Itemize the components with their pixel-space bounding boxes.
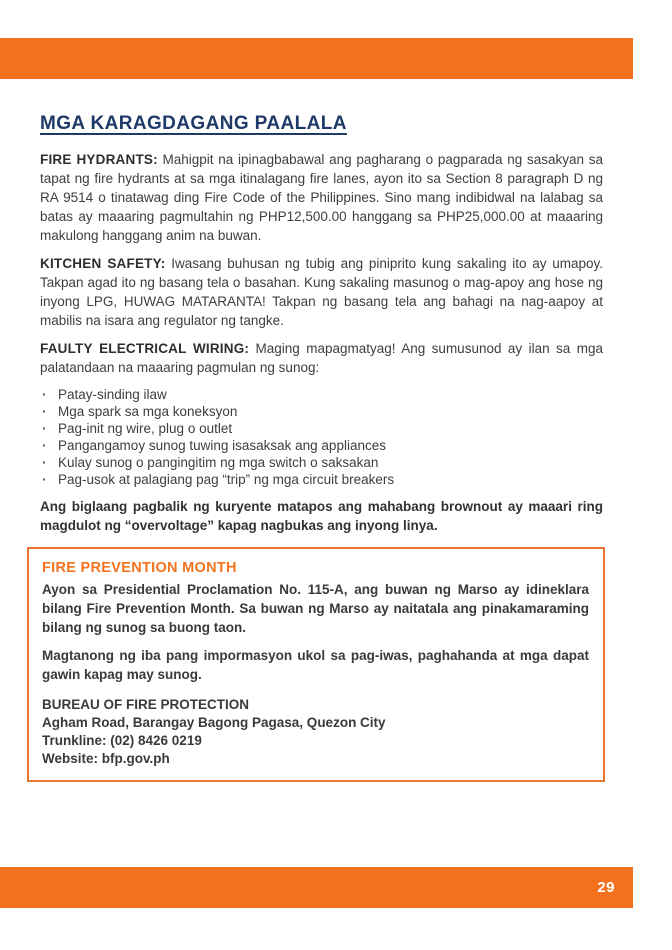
warning-signs-list xyxy=(40,386,603,488)
box-paragraph: Ayon sa Presidential Proclamation No. 115-A, ang buwan ng Marso ay idineklara bilang Fire Prevention Month. Sa buwan ng Marso ay naitatala ang pinakamaraming bilang ng sunog sa buong taon. xyxy=(42,582,589,635)
box-heading: FIRE PREVENTION MONTH xyxy=(42,560,237,576)
box-paragraph: Magtanong ng iba pang impormasyon ukol sa pag-iwas, paghahanda at mga dapat gawin kapag may sunog. xyxy=(42,648,589,682)
section-body: Iwasang buhusan ng tubig ang piniprito kung sakaling ito ay umapoy. Takpan agad ito ng basang tela o basahan. Kung sakaling masunog o mag-apoy ang hose ng inyong LPG, HUWAG MATARANTA! Takpan ng basang tela ang bahagi na nag-aapoy at mabilis na isara ang regulator ng tangke. xyxy=(40,256,603,328)
contact-org-name: BUREAU OF FIRE PROTECTION xyxy=(42,697,250,712)
top-orange-band xyxy=(0,38,633,79)
section-lead: FIRE HYDRANTS: xyxy=(40,152,158,167)
list-item: · Kulay sunog o pangingitim ng mga switch o saksakan xyxy=(40,454,603,471)
bottom-orange-band xyxy=(0,867,633,908)
page-title: MGA KARAGDAGANG PAALALA xyxy=(40,113,347,134)
list-item: · Pangangamoy sunog tuwing isasaksak ang appliances xyxy=(40,437,603,454)
section-fire-hydrants xyxy=(40,150,603,245)
section-lead: KITCHEN SAFETY: xyxy=(40,256,166,271)
fire-prevention-month-box xyxy=(27,547,605,782)
contact-block xyxy=(42,696,589,768)
section-body: Maging mapagmatyag! Ang sumusunod ay ilan sa mga palatandaan na maaaring pagmulan ng sunog: xyxy=(40,341,603,375)
contact-trunkline: Trunkline: (02) 8426 0219 xyxy=(42,733,202,748)
section-kitchen-safety xyxy=(40,254,603,330)
page-number: 29 xyxy=(597,879,615,896)
brownout-note: Ang biglaang pagbalik ng kuryente matapos ang mahabang brownout ay maaari ring magdulot ng “overvoltage” kapag nagbukas ang inyong linya. xyxy=(40,499,603,533)
page-content xyxy=(40,112,603,782)
list-item: · Mga spark sa mga koneksyon xyxy=(40,403,603,420)
list-item: · Pag-usok at palagiang pag “trip” ng mga circuit breakers xyxy=(40,471,603,488)
section-faulty-electrical-wiring xyxy=(40,339,603,377)
section-lead: FAULTY ELECTRICAL WIRING: xyxy=(40,341,250,356)
list-item: · Pag-init ng wire, plug o outlet xyxy=(40,420,603,437)
section-body: Mahigpit na ipinagbabawal ang pagharang o pagparada ng sasakyan sa tapat ng fire hydrants at sa mga itinalagang fire lanes, ayon ito sa Section 8 paragraph D ng RA 9514 o tinatawag ding Fire Code of the Philippines. Sino mang indibidwal na lalabag sa batas ay maaaring pagmultahin ng PHP12,500.00 hanggang sa PHP25,000.00 at maaaring makulong hanggang anim na buwan. xyxy=(40,152,603,243)
list-item: · Patay-sinding ilaw xyxy=(40,386,603,403)
contact-website: Website: bfp.gov.ph xyxy=(42,751,170,766)
contact-address: Agham Road, Barangay Bagong Pagasa, Quezon City xyxy=(42,715,386,730)
